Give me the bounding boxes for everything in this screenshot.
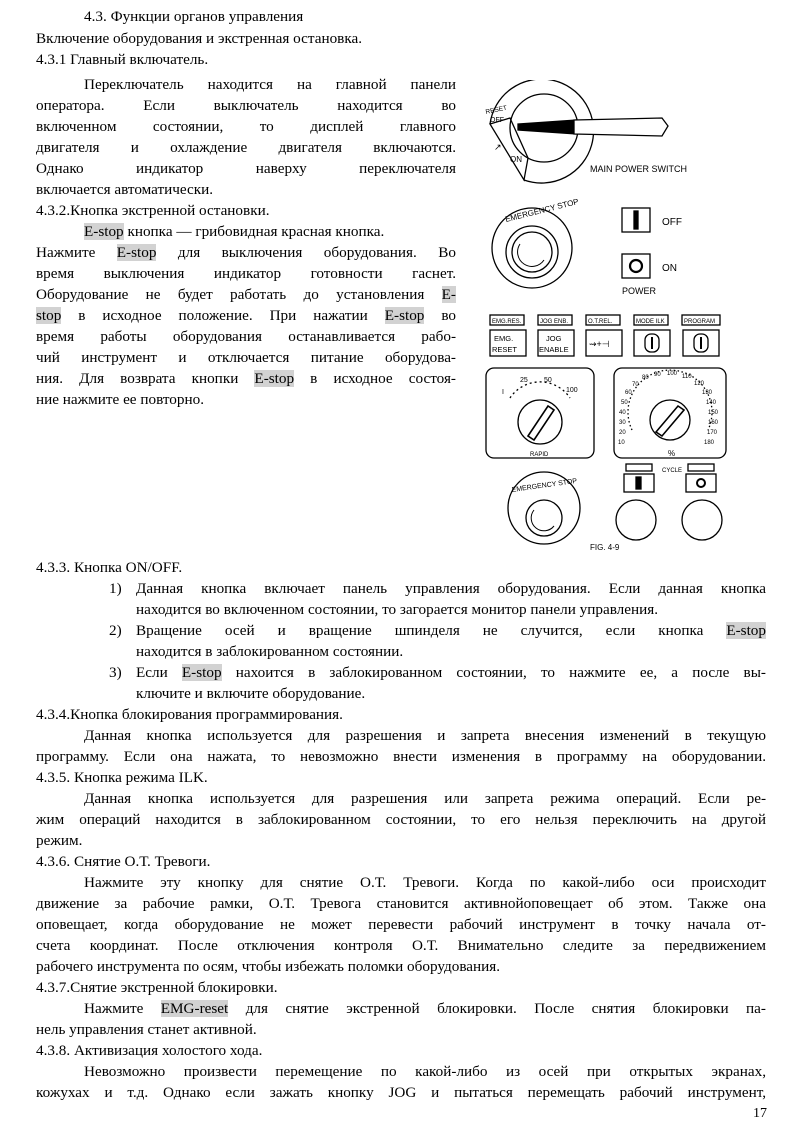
list-number: 1) bbox=[109, 580, 122, 597]
paragraph-line: время работы оборудования останавливается рабо- bbox=[36, 328, 456, 345]
svg-text:10: 10 bbox=[618, 440, 625, 446]
svg-text:EMG.: EMG. bbox=[494, 334, 514, 343]
paragraph-line: включенном состоянии, то дисплей главного bbox=[36, 118, 456, 135]
paragraph-line: Данная кнопка используется для разрешения и запрета внесения изменений в текущую bbox=[84, 727, 766, 744]
estop-highlight: E-stop bbox=[116, 244, 157, 261]
svg-text:RESET: RESET bbox=[492, 345, 518, 354]
svg-text:150: 150 bbox=[708, 410, 719, 416]
list-item-line: находится во включенном состоянии, то загорается монитор панели управления. bbox=[136, 601, 659, 618]
estop-highlight: E- bbox=[441, 286, 456, 303]
svg-text:90: 90 bbox=[654, 372, 661, 378]
paragraph-line: оповещает, когда оборудование не может перевести рабочий инструмент в точку начала от- bbox=[36, 916, 766, 933]
control-panel-figure bbox=[482, 80, 782, 550]
svg-text:140: 140 bbox=[706, 400, 717, 406]
emergency-stop-upper bbox=[492, 197, 580, 288]
svg-text:JOG ENB.: JOG ENB. bbox=[540, 319, 569, 325]
svg-text:180: 180 bbox=[704, 440, 715, 446]
svg-text:I: I bbox=[502, 389, 504, 396]
svg-text:OFF: OFF bbox=[490, 117, 504, 124]
cycle-buttons bbox=[616, 464, 722, 540]
svg-text:80: 80 bbox=[642, 375, 649, 381]
emg-reset-highlight: EMG-reset bbox=[160, 1000, 229, 1017]
svg-text:JOG: JOG bbox=[546, 334, 562, 343]
feed-override-dial bbox=[614, 368, 726, 458]
svg-text:CYCLE: CYCLE bbox=[662, 468, 683, 474]
paragraph-line: Нажмите EMG-reset для снятие экстренной блокировки. После снятия блокировки па- bbox=[84, 1000, 766, 1017]
svg-text:50: 50 bbox=[544, 377, 552, 384]
svg-text:120: 120 bbox=[694, 381, 705, 387]
paragraph-line: режим. bbox=[36, 832, 83, 849]
paragraph-line: ние нажмите ее повторно. bbox=[36, 391, 205, 408]
svg-text:25: 25 bbox=[520, 377, 528, 384]
svg-text:30: 30 bbox=[619, 420, 626, 426]
paragraph-line: двигателя и охлаждение двигателя включаются. bbox=[36, 139, 456, 156]
rapid-override-dial bbox=[486, 368, 594, 458]
svg-text:40: 40 bbox=[619, 410, 626, 416]
paragraph-line: Невозможно произвести перемещение по какой-либо из осей при открытых экранах, bbox=[84, 1063, 766, 1080]
paragraph-line: рабочего инструмента по осям, чтобы избежать поломки оборудования. bbox=[36, 958, 501, 975]
svg-text:EMG.RES.: EMG.RES. bbox=[492, 319, 522, 325]
list-item-line: находится в заблокированном состоянии. bbox=[136, 643, 404, 660]
paragraph-line: ния. Для возврата кнопки E-stop в исходное состоя- bbox=[36, 370, 456, 387]
paragraph-line: нель управления станет активной. bbox=[36, 1021, 257, 1038]
paragraph-line: Нажмите эту кнопку для снятие О.Т. Тревоги. Когда по какой-либо оси происходит bbox=[84, 874, 766, 891]
svg-text:↗: ↗ bbox=[494, 142, 502, 152]
svg-text:100: 100 bbox=[566, 387, 578, 394]
paragraph-line: stop в исходное положение. При нажатии E-stop во bbox=[36, 307, 456, 324]
paragraph-line: движение за рабочие рамки, О.Т. Тревога становится активнойоповещает об этом. Также она bbox=[36, 895, 766, 912]
svg-text:110: 110 bbox=[682, 374, 692, 380]
power-buttons bbox=[622, 208, 682, 296]
key-switch-row bbox=[490, 315, 720, 356]
svg-text:MODE ILK: MODE ILK bbox=[636, 319, 665, 325]
section-4-3-3-title: 4.3.3. Кнопка ON/OFF. bbox=[36, 559, 183, 576]
list-item-line: Если E-stop нахоится в заблокированном состоянии, то нажмите ее, а после вы- bbox=[136, 664, 766, 681]
svg-text:20: 20 bbox=[619, 430, 626, 436]
estop-highlight: E-stop bbox=[254, 370, 295, 387]
svg-text:70: 70 bbox=[632, 382, 639, 388]
page-number: 17 bbox=[753, 1106, 767, 1121]
paragraph-line: Однако индикатор наверху переключателя bbox=[36, 160, 456, 177]
svg-text:170: 170 bbox=[707, 430, 718, 436]
svg-text:O.T.REL.: O.T.REL. bbox=[588, 319, 613, 325]
svg-text:RESET: RESET bbox=[484, 104, 508, 116]
paragraph-line: Переключатель находится на главной панели bbox=[84, 76, 456, 93]
main-power-switch bbox=[485, 80, 687, 183]
section-heading: 4.3. Функции органов управления bbox=[84, 8, 304, 25]
section-4-3-6-title: 4.3.6. Снятие О.Т. Тревоги. bbox=[36, 853, 211, 870]
emergency-stop-lower bbox=[508, 472, 580, 544]
svg-text:EMERGENCY STOP: EMERGENCY STOP bbox=[504, 196, 580, 224]
main-power-switch-label: MAIN POWER SWITCH bbox=[590, 164, 687, 174]
estop-highlight: E-stop bbox=[726, 622, 766, 639]
paragraph-line: программу. Если она нажата, то невозможно внести изменения в программу на оборудовании. bbox=[36, 748, 766, 765]
off-label: OFF bbox=[662, 217, 682, 228]
paragraph-line: кожухах и т.д. Однако если зажать кнопку JOG и пытаться перемещать рабочий инструмент, bbox=[36, 1084, 766, 1101]
subheading: Включение оборудования и экстренная остановка. bbox=[36, 30, 363, 47]
estop-highlight: E-stop bbox=[384, 307, 425, 324]
svg-text:100: 100 bbox=[667, 371, 678, 377]
paragraph-line: E-stop кнопка — грибовидная красная кнопка. bbox=[84, 223, 385, 240]
section-4-3-5-title: 4.3.5. Кнопка режима ILK. bbox=[36, 769, 208, 786]
estop-highlight: E-stop bbox=[84, 223, 124, 240]
paragraph-line: счета координат. После отключения контроля О.Т. Внимательно следите за передвижением bbox=[36, 937, 766, 954]
svg-text:EMERGENCY STOP: EMERGENCY STOP bbox=[511, 477, 578, 494]
paragraph-line: Нажмите E-stop для выключения оборудования. Во bbox=[36, 244, 456, 261]
estop-highlight: E-stop bbox=[181, 664, 222, 681]
svg-text:%: % bbox=[668, 449, 676, 458]
paragraph-line: включается автоматически. bbox=[36, 181, 214, 198]
svg-text:RAPID: RAPID bbox=[530, 452, 549, 458]
svg-text:50: 50 bbox=[621, 400, 628, 406]
list-item-line: Данная кнопка включает панель управления оборудования. Если данная кнопка bbox=[136, 580, 766, 597]
figure-caption-partial: FIG. 4-9 bbox=[590, 543, 620, 550]
section-4-3-2-title: 4.3.2.Кнопка экстренной остановки. bbox=[36, 202, 270, 219]
svg-text:PROGRAM: PROGRAM bbox=[684, 319, 716, 325]
list-item-line: ключите и включите оборудование. bbox=[136, 685, 366, 702]
on-label: ON bbox=[662, 263, 677, 274]
list-number: 2) bbox=[109, 622, 122, 639]
svg-text:60: 60 bbox=[625, 390, 632, 396]
svg-text:ENABLE: ENABLE bbox=[539, 345, 569, 354]
svg-text:⇝+⊣: ⇝+⊣ bbox=[589, 339, 610, 349]
section-4-3-1-title: 4.3.1 Главный включатель. bbox=[36, 51, 209, 68]
paragraph-line: чий инструмент и отключается питание оборудова- bbox=[36, 349, 456, 366]
svg-text:ON: ON bbox=[510, 155, 522, 164]
paragraph-line: оператора. Если выключатель находится во bbox=[36, 97, 456, 114]
paragraph-line: жим операций находится в заблокированном состоянии, то его нельзя переключить на другой bbox=[36, 811, 766, 828]
section-4-3-7-title: 4.3.7.Снятие экстренной блокировки. bbox=[36, 979, 278, 996]
list-item-line: Вращение осей и вращение шпинделя не случится, если кнопка E-stop bbox=[136, 622, 766, 639]
list-number: 3) bbox=[109, 664, 122, 681]
paragraph-line: время выключения индикатор готовности гаснет. bbox=[36, 265, 456, 282]
power-label: POWER bbox=[622, 286, 657, 296]
svg-text:130: 130 bbox=[702, 390, 713, 396]
svg-text:160: 160 bbox=[708, 420, 719, 426]
estop-highlight: stop bbox=[36, 307, 62, 324]
paragraph-line: Данная кнопка используется для разрешения или запрета режима операций. Если ре- bbox=[84, 790, 766, 807]
section-4-3-8-title: 4.3.8. Активизация холостого хода. bbox=[36, 1042, 263, 1059]
paragraph-line: Оборудование не будет работать до установления E- bbox=[36, 286, 456, 303]
section-4-3-4-title: 4.3.4.Кнопка блокирования программирования. bbox=[36, 706, 343, 723]
